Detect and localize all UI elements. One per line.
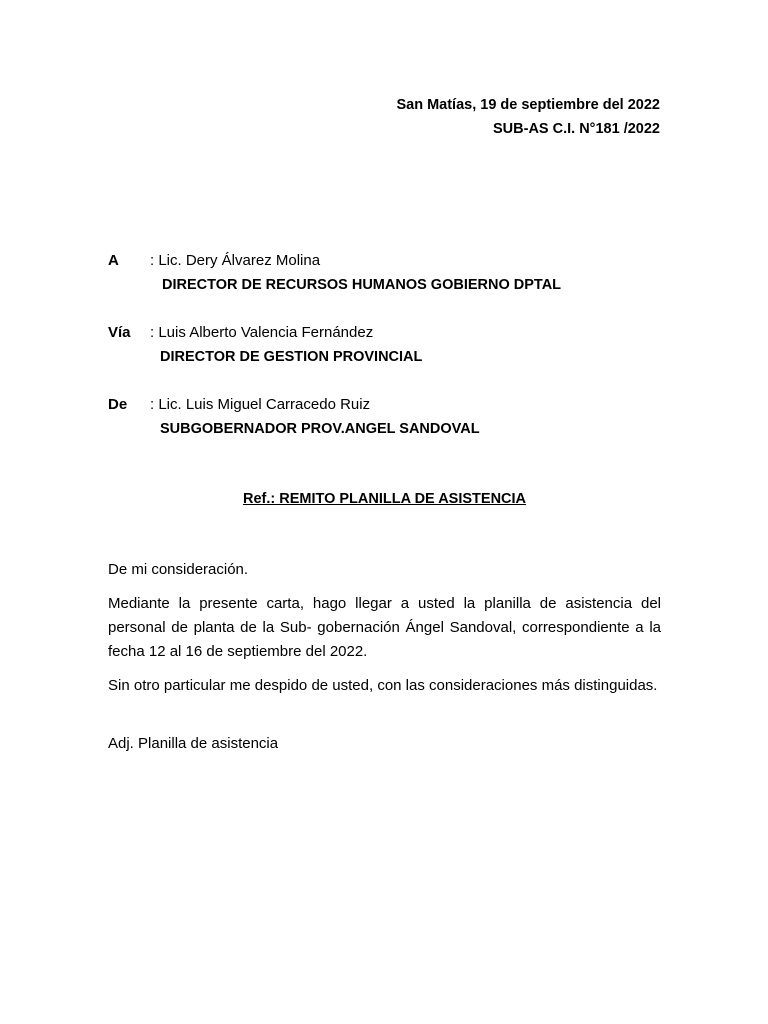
body-paragraph-1: Mediante la presente carta, hago llegar a usted la planilla de asistencia del personal de planta de la Sub- gobernación Ángel Sandoval, correspondiente a la fecha 12 al 16 de septiembre del 2022. — [108, 595, 661, 660]
attachment-note: Adj. Planilla de asistencia — [108, 735, 279, 752]
addressee-to-name: : Lic. Dery Álvarez Molina — [150, 252, 321, 269]
addressee-via-name: : Luis Alberto Valencia Fernández — [150, 324, 374, 341]
body-paragraph-2: Sin otro particular me despido de usted, con las consideraciones más distinguidas. — [108, 677, 658, 694]
addressee-from-title: SUBGOBERNADOR PROV.ANGEL SANDOVAL — [160, 421, 480, 437]
addressee-via-title: DIRECTOR DE GESTION PROVINCIAL — [160, 349, 423, 365]
greeting: De mi consideración. — [108, 561, 249, 578]
letter-date: San Matías, 19 de septiembre del 2022 — [396, 97, 660, 113]
addressee-to-title: DIRECTOR DE RECURSOS HUMANOS GOBIERNO DPTAL — [162, 277, 562, 293]
addressee-from-label: De — [108, 396, 128, 413]
addressee-to-label: A — [108, 252, 119, 269]
reference-line: Ref.: REMITO PLANILLA DE ASISTENCIA — [242, 491, 527, 507]
addressee-from-name: : Lic. Luis Miguel Carracedo Ruiz — [150, 396, 371, 413]
letter-code: SUB-AS C.I. N°181 /2022 — [493, 121, 660, 137]
addressee-via-label: Vía — [108, 324, 131, 341]
